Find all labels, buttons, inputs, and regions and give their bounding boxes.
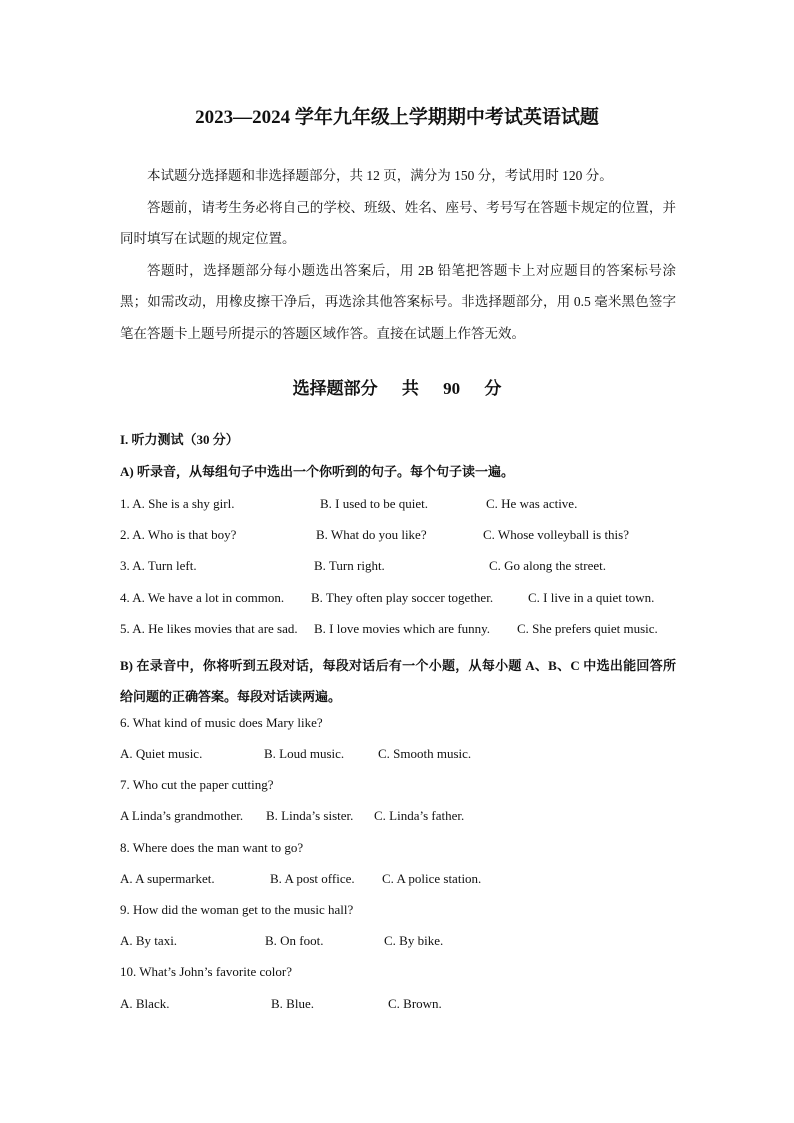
option-c: C. She prefers quiet music. (517, 621, 658, 636)
question-text: 10. What’s John’s favorite color? (120, 964, 292, 979)
question-row (120, 931, 680, 951)
part1-heading: I. 听力测试（30 分） (120, 432, 239, 447)
question-row (120, 525, 680, 545)
option-a: 1. A. She is a shy girl. (120, 496, 235, 511)
option-b: B. Linda’s sister. (266, 808, 354, 823)
option-a: A. By taxi. (120, 933, 178, 948)
option-c: C. Go along the street. (489, 558, 606, 573)
option-c: C. Linda’s father. (374, 808, 465, 823)
option-c: C. Whose volleyball is this? (483, 527, 629, 542)
question-row (120, 744, 680, 764)
instruction-paragraph: 本试题分选择题和非选择题部分，共 12 页，满分为 150 分，考试用时 120 分。 (147, 168, 613, 183)
option-b: B. Turn right. (314, 558, 385, 573)
question-text: 7. Who cut the paper cutting? (120, 777, 274, 792)
option-a: A Linda’s grandmother. (120, 808, 244, 823)
exam-title: 2023—2024 学年九年级上学期期中考试英语试题 (195, 107, 599, 128)
exam-instructions (120, 160, 676, 349)
section-title: 选择题部分 共 90 分 (292, 379, 502, 398)
option-a: 3. A. Turn left. (120, 558, 197, 573)
question-row (120, 994, 680, 1014)
instruction-paragraph: 答题时，选择题部分每小题选出答案后，用 2B 铅笔把答题卡上对应题目的答案标号涂黑；如需改动，用橡皮擦干净后，再选涂其他答案标号。非选择题部分，用 0.5 毫米黑色签字笔在答题卡上题号所提示的答题区域作答。直接在试题上作答无效。 (120, 262, 676, 341)
question-row (120, 556, 680, 576)
question-text: 6. What kind of music does Mary like? (120, 715, 323, 730)
option-a: A. Quiet music. (120, 746, 203, 761)
partB-instruction: B) 在录音中，你将听到五段对话，每段对话后有一个小题，从每小题 A、B、C 中选出能回答所给问题的正确答案。每段对话读两遍。 (120, 658, 676, 704)
instruction-paragraph: 答题前，请考生务必将自己的学校、班级、姓名、座号、考号写在答题卡规定的位置，并同时填写在试题的规定位置。 (120, 199, 676, 246)
option-b: B. On foot. (265, 933, 324, 948)
option-c: C. A police station. (382, 871, 482, 886)
option-c: C. Smooth music. (378, 746, 472, 761)
option-b: B. Loud music. (264, 746, 345, 761)
option-c: C. Brown. (388, 996, 442, 1011)
option-b: B. Blue. (271, 996, 314, 1011)
option-b: B. A post office. (270, 871, 355, 886)
question-text: 8. Where does the man want to go? (120, 840, 304, 855)
option-a: 4. A. We have a lot in common. (120, 590, 285, 605)
question-row (120, 869, 680, 889)
option-b: B. They often play soccer together. (311, 590, 494, 605)
question-row (120, 494, 680, 514)
option-a: 2. A. Who is that boy? (120, 527, 237, 542)
option-c: C. He was active. (486, 496, 578, 511)
option-a: A. Black. (120, 996, 170, 1011)
option-b: B. What do you like? (316, 527, 427, 542)
partA-instruction: A) 听录音，从每组句子中选出一个你听到的句子。每个句子读一遍。 (120, 464, 514, 479)
question-row (120, 806, 680, 826)
question-text: 9. How did the woman get to the music hall? (120, 902, 354, 917)
option-c: C. By bike. (384, 933, 444, 948)
question-row (120, 588, 680, 608)
question-row (120, 619, 680, 639)
option-c: C. I live in a quiet town. (528, 590, 655, 605)
option-a: A. A supermarket. (120, 871, 215, 886)
option-b: B. I love movies which are funny. (314, 621, 491, 636)
option-a: 5. A. He likes movies that are sad. (120, 621, 298, 636)
option-b: B. I used to be quiet. (320, 496, 428, 511)
